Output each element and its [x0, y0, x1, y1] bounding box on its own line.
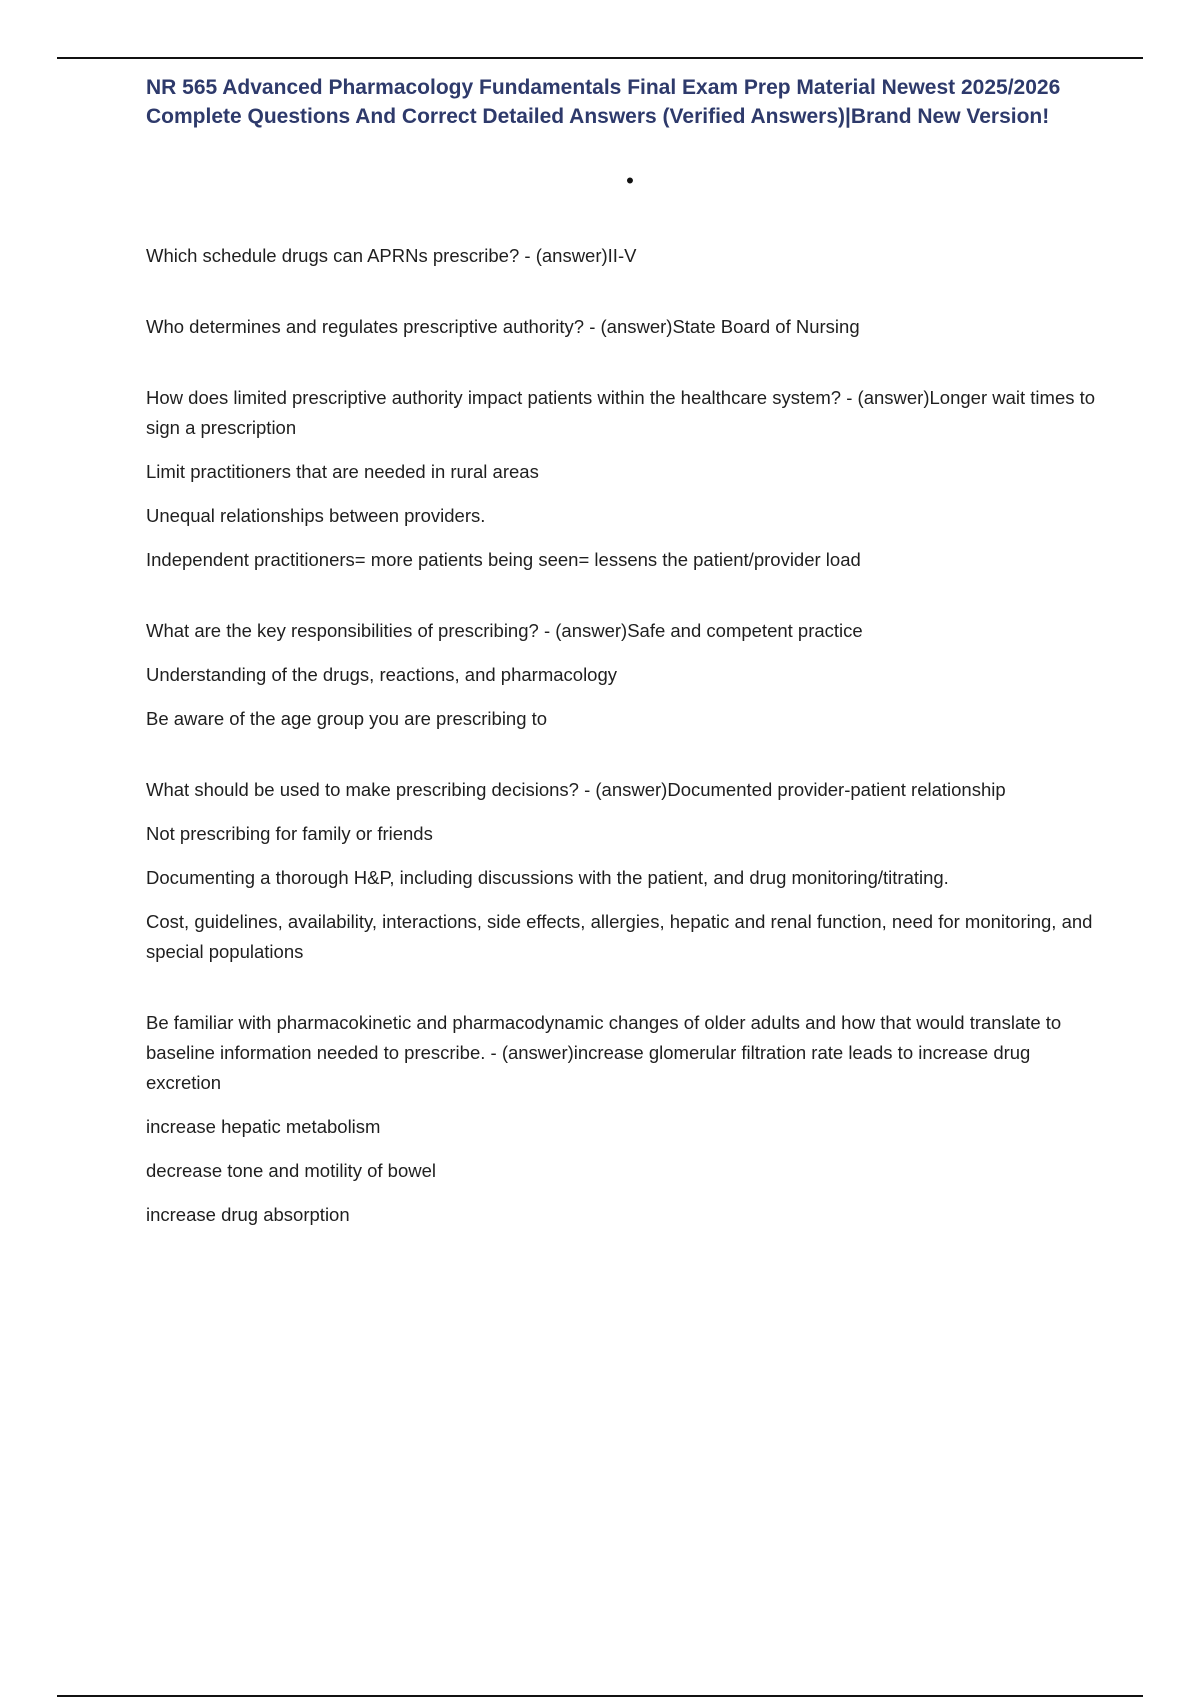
qa-block: [146, 616, 1096, 734]
qa-block: [146, 1008, 1096, 1230]
question-line: What should be used to make prescribing decisions? - (answer)Documented provider-patient relationship: [146, 779, 1006, 800]
answer-line: increase drug absorption: [146, 1204, 350, 1225]
qa-block: [146, 775, 1096, 967]
question-line: How does limited prescriptive authority impact patients within the healthcare system? - (answer)Longer wait times to sign a prescription: [146, 387, 1096, 438]
answer-line: Independent practitioners= more patients being seen= lessens the patient/provider load: [146, 549, 861, 570]
answer-line: Understanding of the drugs, reactions, and pharmacology: [146, 664, 618, 685]
answer-line: Not prescribing for family or friends: [146, 823, 433, 844]
question-line: Which schedule drugs can APRNs prescribe? - (answer)II-V: [146, 245, 637, 266]
document-title: NR 565 Advanced Pharmacology Fundamentals Final Exam Prep Material Newest 2025/2026 Complete Questions And Correct Detailed Answers (Verified Answers)|Brand New Version!: [146, 76, 1061, 128]
bullet-marker: •: [626, 168, 634, 193]
question-line: What are the key responsibilities of prescribing? - (answer)Safe and competent practice: [146, 620, 863, 641]
qa-block: [146, 312, 1096, 342]
bottom-rule: [57, 1695, 1143, 1697]
answer-line: Unequal relationships between providers.: [146, 505, 486, 526]
document-page: [146, 73, 1096, 1271]
question-line: Who determines and regulates prescriptive authority? - (answer)State Board of Nursing: [146, 316, 860, 337]
answer-line: increase hepatic metabolism: [146, 1116, 381, 1137]
answer-line: Be aware of the age group you are prescribing to: [146, 708, 548, 729]
answer-line: Documenting a thorough H&P, including discussions with the patient, and drug monitoring/titrating.: [146, 867, 949, 888]
answer-line: Cost, guidelines, availability, interactions, side effects, allergies, hepatic and renal function, need for monitoring, and special populations: [146, 911, 1093, 962]
qa-block: [146, 383, 1096, 575]
qa-block: [146, 241, 1096, 271]
answer-line: Limit practitioners that are needed in rural areas: [146, 461, 539, 482]
top-rule: [57, 57, 1143, 59]
question-line: Be familiar with pharmacokinetic and pharmacodynamic changes of older adults and how that would translate to baseline information needed to prescribe. - (answer)increase glomerular filtration rate leads to increase drug excretion: [146, 1012, 1062, 1093]
qa-list: [146, 241, 1096, 1230]
answer-line: decrease tone and motility of bowel: [146, 1160, 437, 1181]
